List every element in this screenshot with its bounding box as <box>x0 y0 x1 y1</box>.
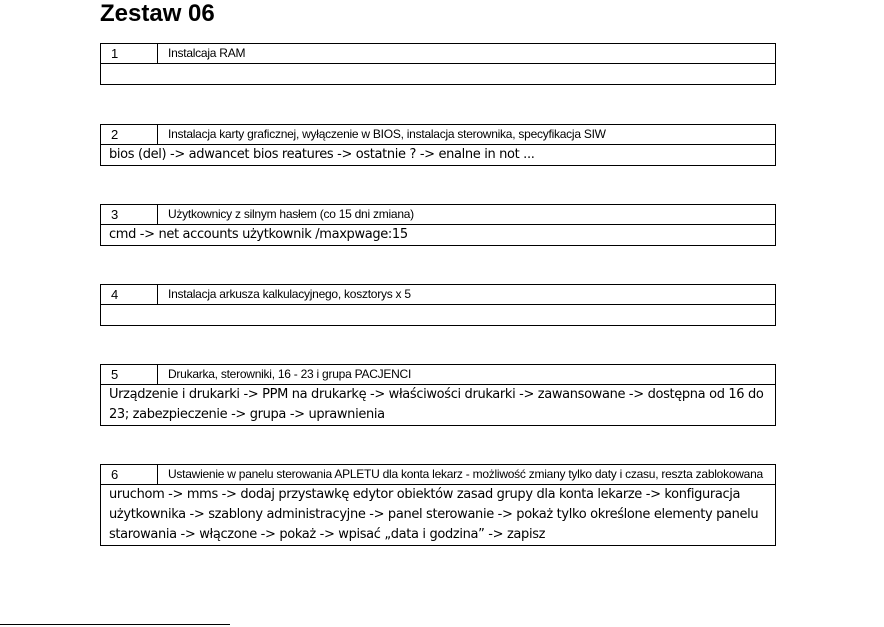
task-title: Ustawienie w panelu sterowania APLETU dla konta lekarz - możliwość zmiany tylko daty i czasu, reszta zablokowana <box>168 467 763 481</box>
page-title: Zestaw 06 <box>100 0 215 27</box>
task-answer: cmd -> net accounts użytkownik /maxpwage:15 <box>109 227 408 242</box>
task-header <box>101 44 775 64</box>
task-answer <box>101 64 775 84</box>
task-title: Instalcaja RAM <box>168 46 246 60</box>
task-title: Użytkownicy z silnym hasłem (co 15 dni zmiana) <box>168 207 414 221</box>
task-header <box>101 125 775 145</box>
task-table-5 <box>100 364 776 426</box>
task-answer <box>101 305 775 325</box>
task-number: 5 <box>101 365 158 384</box>
task-title: Instalacja karty graficznej, wyłączenie w BIOS, instalacja sterownika, specyfikacja SIW <box>168 127 606 141</box>
task-number: 6 <box>101 465 158 484</box>
task-table-4 <box>100 284 776 326</box>
task-number: 3 <box>101 205 158 224</box>
task-header <box>101 205 775 225</box>
task-table-2 <box>100 124 776 166</box>
task-answer: bios (del) -> adwancet bios reatures -> ostatnie ? -> enalne in not ... <box>109 147 535 162</box>
task-header <box>101 365 775 385</box>
task-answer: uruchom -> mms -> dodaj przystawkę edytor obiektów zasad grupy dla konta lekarze -> konfiguracja użytkownika -> szablony administracyjne -> panel sterowanie -> pokaż tylko określone elementy panelu starowania -> włączone -> pokaż -> wpisać „data i godzina” -> zapisz <box>109 487 759 542</box>
task-title: Drukarka, sterowniki, 16 - 23 i grupa PACJENCI <box>168 367 412 381</box>
task-title: Instalacja arkusza kalkulacyjnego, kosztorys x 5 <box>168 287 411 301</box>
task-table-1 <box>100 43 776 85</box>
task-number: 4 <box>101 285 158 304</box>
task-table-6 <box>100 464 776 546</box>
task-table-3 <box>100 204 776 246</box>
task-number: 1 <box>101 44 158 63</box>
footnote-separator <box>0 624 230 625</box>
task-answer: Urządzenie i drukarki -> PPM na drukarkę -> właściwości drukarki -> zawansowane -> dostępna od 16 do 23; zabezpieczenie -> grupa -> uprawnienia <box>109 387 764 422</box>
task-number: 2 <box>101 125 158 144</box>
task-header <box>101 465 775 485</box>
task-header <box>101 285 775 305</box>
